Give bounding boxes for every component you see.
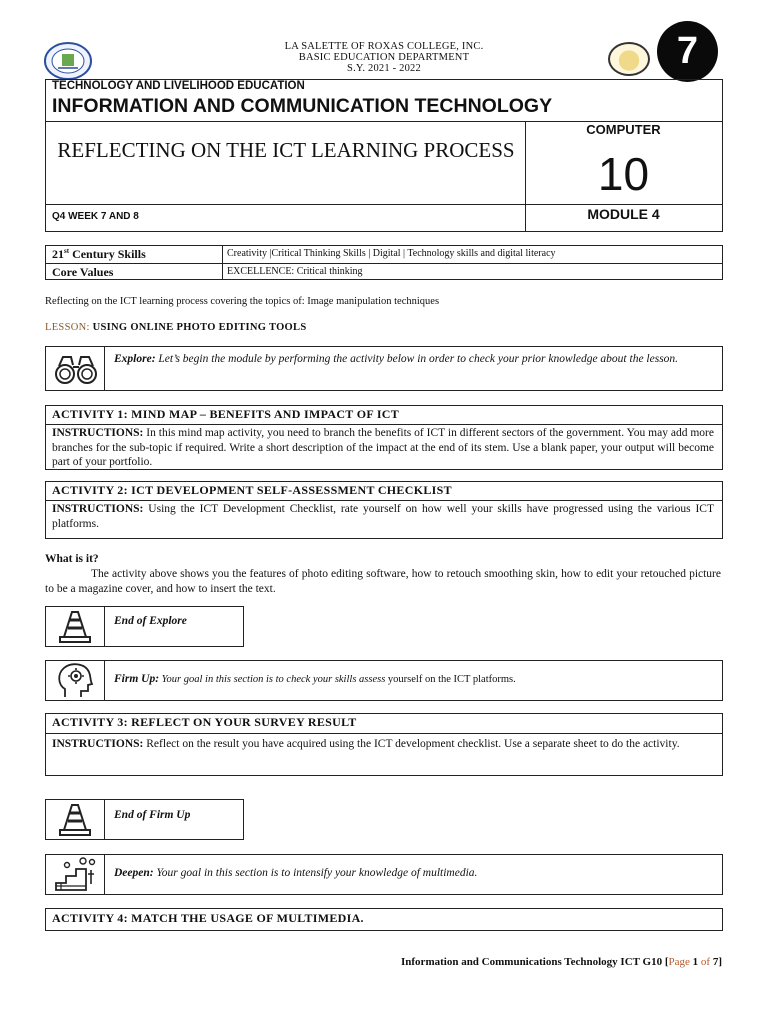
subject-title: INFORMATION AND COMMUNICATION TECHNOLOGY	[52, 95, 553, 117]
page-footer: Information and Communications Technology ICT G10 [Page 1 of 7]	[401, 956, 722, 968]
lesson-title: REFLECTING ON THE ICT LEARNING PROCESS	[57, 138, 515, 162]
core-values-label: Core Values	[52, 265, 114, 279]
module-label: MODULE 4	[587, 206, 660, 222]
lesson-line	[45, 322, 306, 333]
school-seal-icon	[44, 42, 92, 80]
activity3-instructions: INSTRUCTIONS: Reflect on the result you have acquired using the ICT development checklist. Use a separate sheet to do the activity.	[52, 738, 680, 750]
century-skills-label: 21st Century Skills	[52, 247, 146, 261]
activity1-instructions: INSTRUCTIONS: In this mind map activity, you need to branch the benefits of ICT in different sectors of the government. You may add more branches for the sub-topic if required. Write a short description of the impact at the end of its stem. Use a blank paper, your output will become part of your portfolio.	[52, 427, 714, 468]
traffic-cone-icon	[58, 609, 92, 644]
activity1-title: ACTIVITY 1: MIND MAP – BENEFITS AND IMPACT OF ICT	[52, 407, 400, 421]
end-explore-label: End of Explore	[114, 615, 187, 627]
activity3-title: ACTIVITY 3: REFLECT ON YOUR SURVEY RESULT	[52, 715, 357, 729]
activity2-title: ACTIVITY 2: ICT DEVELOPMENT SELF-ASSESSMENT CHECKLIST	[52, 483, 452, 497]
what-is-it-text: The activity above shows you the features of photo editing software, how to retouch smoothing skin, how to edit your retouched picture to be a magazine cover, and how to insert the text.	[45, 568, 721, 595]
lesson-name: USING ONLINE PHOTO EDITING TOOLS	[92, 322, 307, 333]
what-is-it-heading: What is it?	[45, 553, 99, 565]
century-skills-value: Creativity |Critical Thinking Skills | Digital | Technology skills and digital literacy	[227, 248, 556, 259]
grade-number: 10	[597, 148, 650, 200]
school-name: LA SALETTE OF ROXAS COLLEGE, INC.	[284, 41, 484, 52]
week-label: Q4 WEEK 7 AND 8	[52, 211, 139, 222]
firm-up-text: Firm Up: Your goal in this section is to check your skills assess yourself on the ICT platforms.	[114, 673, 516, 685]
activity4-title: ACTIVITY 4: MATCH THE USAGE OF MULTIMEDIA.	[52, 911, 364, 925]
school-year: S.Y. 2021 - 2022	[347, 63, 421, 74]
college-seal-icon	[608, 42, 650, 76]
traffic-cone-icon	[58, 802, 92, 837]
department-name: BASIC EDUCATION DEPARTMENT	[298, 52, 470, 63]
intro-text: Reflecting on the ICT learning process covering the topics of: Image manipulation techniques	[45, 296, 440, 307]
head-gear-icon	[55, 662, 97, 699]
deepen-text: Deepen: Your goal in this section is to intensify your knowledge of multimedia.	[114, 867, 478, 879]
grade-badge: 7	[657, 21, 718, 82]
core-values-value: EXCELLENCE: Critical thinking	[227, 266, 363, 277]
explore-text: Explore: Let’s begin the module by performing the activity below in order to check your prior knowledge about the lesson.	[114, 353, 679, 365]
lesson-label: LESSON:	[45, 322, 90, 333]
end-firm-up-label: End of Firm Up	[114, 809, 191, 821]
course-label: COMPUTER	[586, 122, 661, 137]
stairs-icon	[53, 856, 99, 893]
binoculars-icon	[53, 353, 99, 385]
subject-area: TECHNOLOGY AND LIVELIHOOD EDUCATION	[52, 80, 305, 92]
activity2-instructions: INSTRUCTIONS: Using the ICT Development Checklist, rate yourself on how well your skills have progressed using the various ICT platforms.	[52, 503, 714, 530]
